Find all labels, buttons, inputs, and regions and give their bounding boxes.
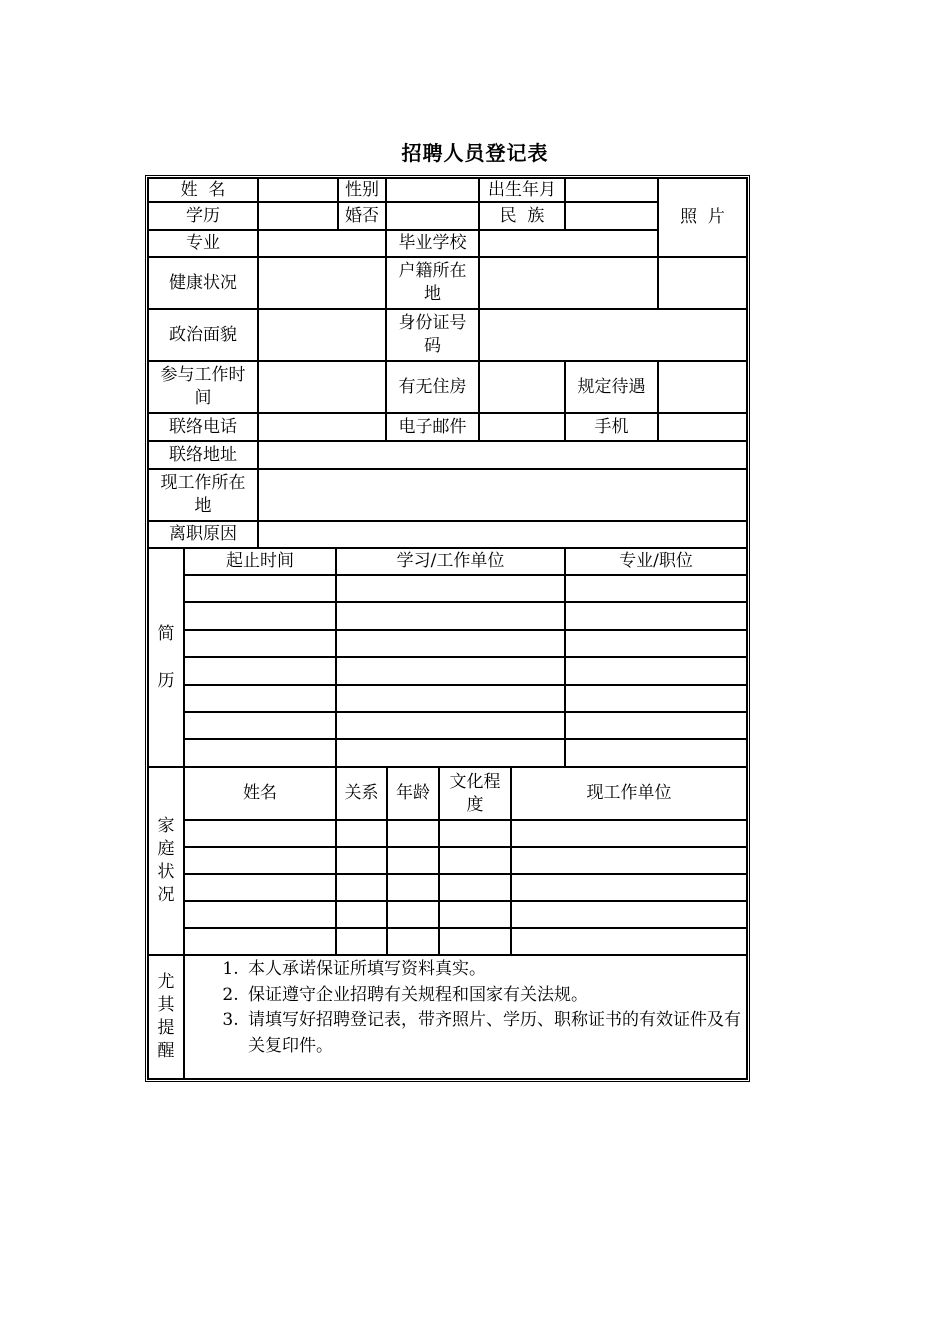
- hukou-field[interactable]: [479, 257, 658, 309]
- email-label: 电子邮件: [386, 413, 479, 441]
- idcard-label-line2: 码: [424, 336, 441, 356]
- resume-row-cell[interactable]: [184, 685, 336, 712]
- education-field[interactable]: [258, 202, 338, 230]
- family-row-cell[interactable]: [511, 928, 747, 955]
- family-header-name: 姓名: [184, 767, 336, 820]
- address-field[interactable]: [258, 441, 747, 469]
- family-row-cell[interactable]: [336, 820, 387, 847]
- name-field[interactable]: [258, 178, 338, 202]
- notes-section-label: [148, 955, 184, 1079]
- idcard-label: [386, 309, 479, 361]
- photo-box[interactable]: [658, 178, 747, 257]
- current-work-field[interactable]: [258, 469, 747, 521]
- family-row-cell[interactable]: [387, 901, 439, 928]
- family-row-cell[interactable]: [184, 928, 336, 955]
- work-start-label: [148, 361, 258, 413]
- resume-row-cell[interactable]: [184, 712, 336, 739]
- resume-row-cell[interactable]: [336, 657, 565, 684]
- family-row-cell[interactable]: [387, 847, 439, 874]
- idcard-label-line1: 身份证号: [398, 313, 467, 333]
- family-row-cell[interactable]: [387, 820, 439, 847]
- family-row-cell[interactable]: [511, 847, 747, 874]
- ethnicity-field[interactable]: [565, 202, 658, 230]
- family-row-cell[interactable]: [439, 928, 511, 955]
- resume-row-cell[interactable]: [336, 685, 565, 712]
- benefits-label: 规定待遇: [565, 361, 658, 413]
- health-label: 健康状况: [148, 257, 258, 309]
- birth-label: 出生年月: [479, 178, 565, 202]
- form-title: 招聘人员登记表: [401, 141, 549, 165]
- marital-field[interactable]: [386, 202, 479, 230]
- resume-row-cell[interactable]: [565, 630, 747, 657]
- resume-label-char: 简: [157, 623, 175, 644]
- phone-field[interactable]: [258, 413, 386, 441]
- family-label-char: 家: [157, 816, 175, 836]
- resume-row-cell[interactable]: [565, 739, 747, 766]
- mobile-label: 手机: [565, 413, 658, 441]
- current-work-label: [148, 469, 258, 521]
- work-start-field[interactable]: [258, 361, 386, 413]
- notes-label-char: 其: [157, 995, 175, 1015]
- benefits-field[interactable]: [658, 361, 747, 413]
- resume-row-cell[interactable]: [565, 685, 747, 712]
- family-row-cell[interactable]: [336, 847, 387, 874]
- family-row-cell[interactable]: [511, 901, 747, 928]
- hukou-label: [386, 257, 479, 309]
- idcard-field[interactable]: [479, 309, 747, 361]
- family-label-char: 庭: [157, 839, 175, 859]
- family-label-char: 状: [157, 862, 175, 882]
- resume-row-cell[interactable]: [184, 739, 336, 766]
- current-work-label-line1: 现工作所在: [160, 473, 246, 493]
- note-item: 2. 保证遵守企业招聘有关规程和国家有关法规。: [244, 983, 750, 1009]
- family-header-education-line2: 度: [466, 794, 484, 815]
- family-row-cell[interactable]: [184, 847, 336, 874]
- photo-label: 照 片: [680, 207, 725, 227]
- resume-row-cell[interactable]: [565, 602, 747, 629]
- hukou-extra-field[interactable]: [658, 257, 747, 309]
- family-row-cell[interactable]: [439, 847, 511, 874]
- family-header-workplace: 现工作单位: [511, 767, 747, 820]
- ethnicity-label: 民 族: [479, 202, 565, 230]
- family-section-label: [148, 767, 184, 955]
- notes-label-char: 尤: [157, 972, 175, 992]
- family-header-education: [439, 767, 511, 820]
- family-row-cell[interactable]: [184, 901, 336, 928]
- marital-label: 婚否: [338, 202, 386, 230]
- resume-row-cell[interactable]: [336, 630, 565, 657]
- leave-reason-label: 离职原因: [148, 521, 258, 548]
- leave-reason-field[interactable]: [258, 521, 747, 548]
- resume-row-cell[interactable]: [336, 739, 565, 766]
- school-field[interactable]: [479, 230, 658, 257]
- resume-row-cell[interactable]: [336, 575, 565, 602]
- resume-row-cell[interactable]: [565, 712, 747, 739]
- family-row-cell[interactable]: [387, 874, 439, 901]
- family-row-cell[interactable]: [511, 874, 747, 901]
- resume-header-position: 专业/职位: [565, 548, 747, 575]
- family-row-cell[interactable]: [387, 928, 439, 955]
- school-label: 毕业学校: [386, 230, 479, 257]
- resume-row-cell[interactable]: [184, 602, 336, 629]
- family-row-cell[interactable]: [439, 901, 511, 928]
- resume-row-cell[interactable]: [336, 602, 565, 629]
- family-row-cell[interactable]: [511, 820, 747, 847]
- email-field[interactable]: [479, 413, 565, 441]
- major-label: 专业: [148, 230, 258, 257]
- gender-label: 性别: [338, 178, 386, 202]
- family-row-cell[interactable]: [439, 874, 511, 901]
- resume-section-label: [148, 548, 184, 767]
- health-field[interactable]: [258, 257, 386, 309]
- family-row-cell[interactable]: [184, 820, 336, 847]
- political-field[interactable]: [258, 309, 386, 361]
- resume-row-cell[interactable]: [184, 575, 336, 602]
- hukou-label-line1: 户籍所在: [398, 261, 467, 281]
- family-label-char: 况: [157, 885, 175, 905]
- resume-header-period: 起止时间: [184, 548, 336, 575]
- family-row-cell[interactable]: [439, 820, 511, 847]
- resume-row-cell[interactable]: [565, 657, 747, 684]
- resume-row-cell[interactable]: [184, 657, 336, 684]
- resume-row-cell[interactable]: [184, 630, 336, 657]
- family-row-cell[interactable]: [184, 874, 336, 901]
- resume-row-cell[interactable]: [565, 575, 747, 602]
- political-label: 政治面貌: [148, 309, 258, 361]
- note-item: 1. 本人承诺保证所填写资料真实。: [244, 957, 750, 983]
- family-row-cell[interactable]: [336, 874, 387, 901]
- family-header-education-line1: 文化程: [449, 771, 501, 792]
- birth-field[interactable]: [565, 178, 658, 202]
- resume-label-char: 历: [157, 670, 175, 691]
- housing-field[interactable]: [479, 361, 565, 413]
- notes-label-char: 提: [157, 1018, 175, 1038]
- work-start-label-line2: 间: [194, 388, 212, 408]
- phone-label: 联络电话: [148, 413, 258, 441]
- major-field[interactable]: [258, 230, 386, 257]
- housing-label: 有无住房: [386, 361, 479, 413]
- family-header-relation: 关系: [336, 767, 387, 820]
- resume-header-employer: 学习/工作单位: [336, 548, 565, 575]
- current-work-label-line2: 地: [194, 496, 212, 516]
- mobile-field[interactable]: [658, 413, 747, 441]
- note-item: 3. 请填写好招聘登记表，带齐照片、学历、职称证书的有效证件及有关复印件。: [244, 1008, 750, 1059]
- education-label: 学历: [148, 202, 258, 230]
- gender-field[interactable]: [386, 178, 479, 202]
- family-row-cell[interactable]: [336, 901, 387, 928]
- notes-label-char: 醒: [157, 1041, 175, 1061]
- resume-row-cell[interactable]: [336, 712, 565, 739]
- name-label: 姓 名: [148, 178, 258, 202]
- address-label: 联络地址: [148, 441, 258, 469]
- family-row-cell[interactable]: [336, 928, 387, 955]
- family-header-age: 年龄: [387, 767, 439, 820]
- hukou-label-line2: 地: [424, 284, 441, 304]
- notes-list: [210, 957, 750, 1059]
- work-start-label-line1: 参与工作时: [160, 365, 246, 385]
